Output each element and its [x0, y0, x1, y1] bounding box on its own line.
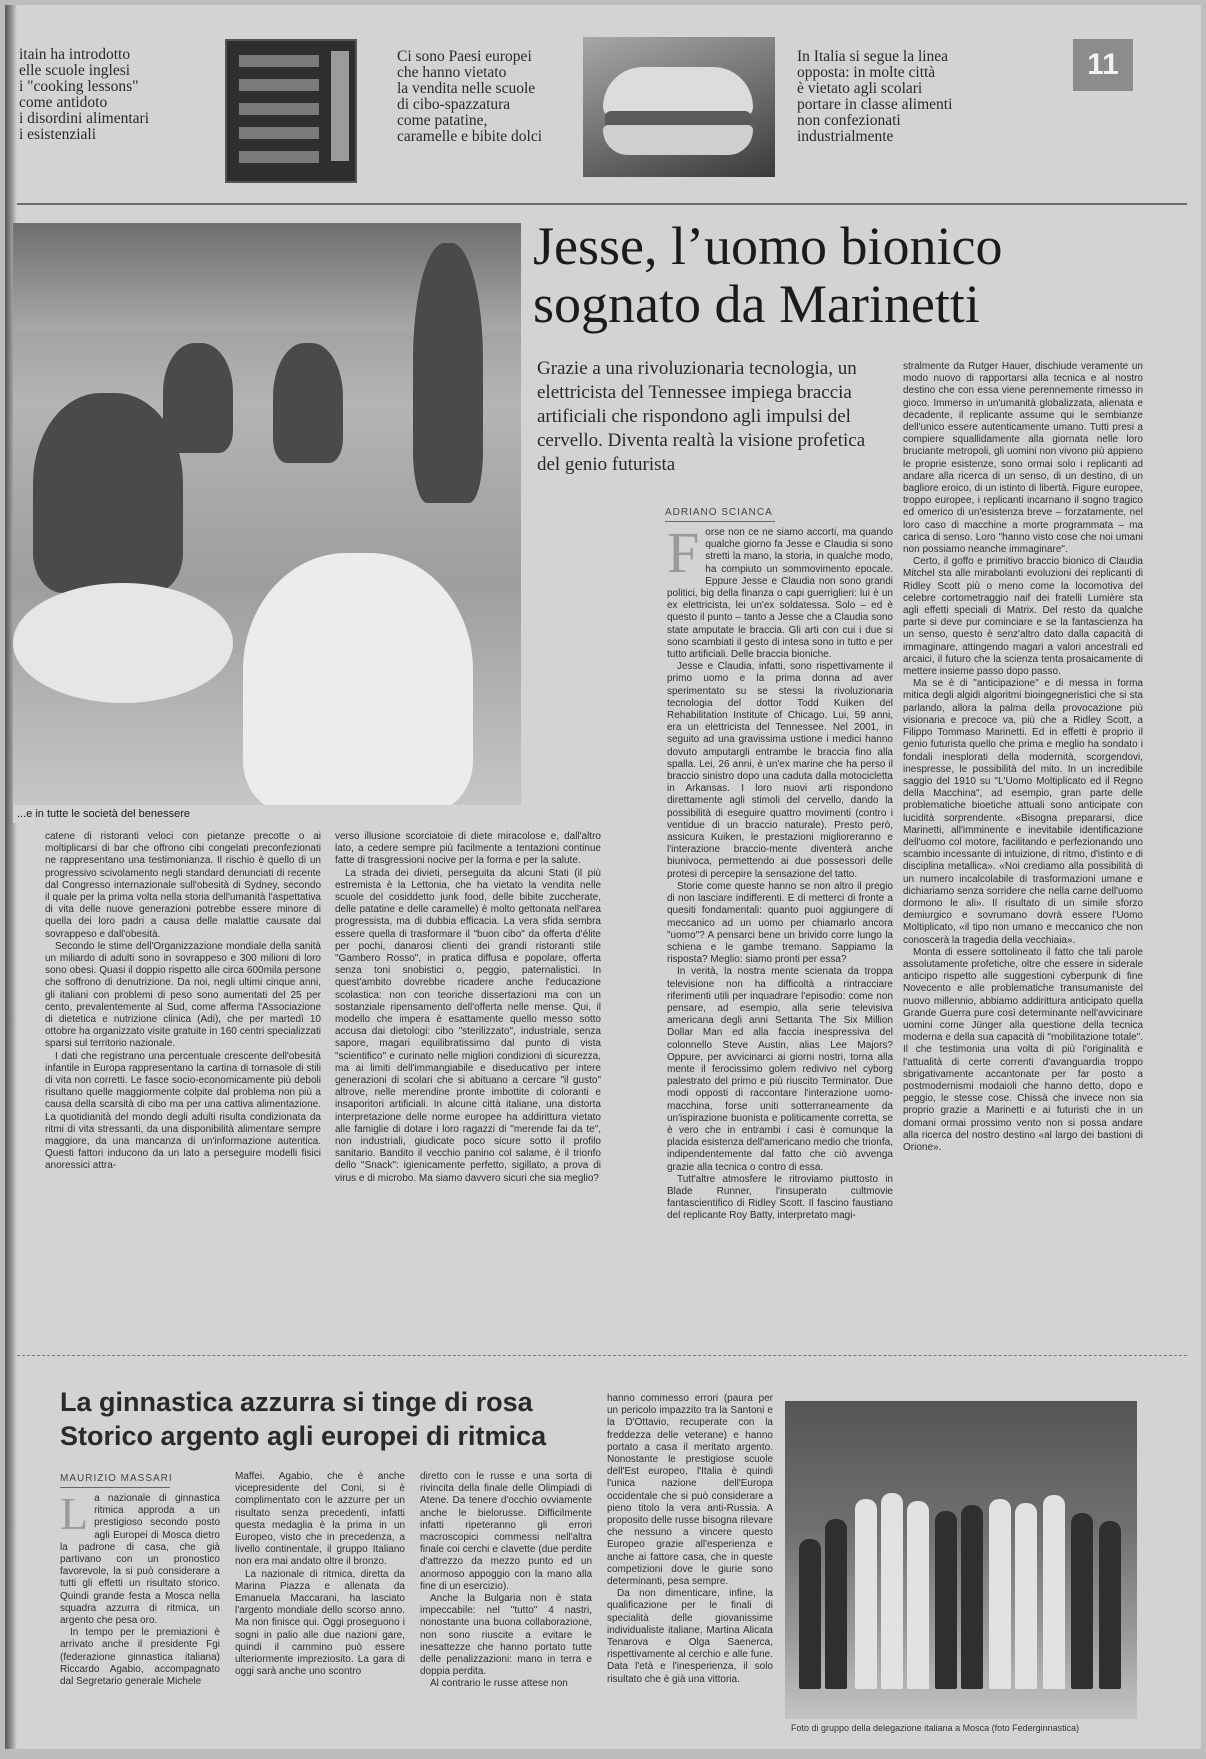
article-paragraph: Storie come queste hanno se non altro il pregio di non lasciare indifferenti. E di metterci di fronte a quesiti fondamentali: quanto puoi aggiungere di meccanico ad un uomo per chiamarlo ancora "uomo"? A pensarci bene un brivido corre lungo la schiena e le gambe tremano. Sappiamo la risposta? Meglio: siamo pronti per essa? — [667, 880, 893, 966]
article-paragraph: In verità, la nostra mente scienata da troppa televisione non ha difficoltà a rintracciare riferimenti utili per inquadrare l'episodio: come non pensare, ad esempio, alla serie televisiva americana degli anni Settanta The Six Million Dollar Man ed alla faccia inespressiva del colonnello Steve Austin, alias Lee Majors? Oppure, per avvicinarci ai giorni nostri, torna alla mente il ferocissimo golem redivivo nel cyborg palestrato del primo e più riuscito Terminator. Due modi opposti di raccontare l'interazione uomo-macchina, forse uniti sotterraneamente da un'ispirazione buonista e politicamente corretta, se è vero che in entrambi i casi è comunque la placida esistenza dell'americano medio che trionfa, indipendentemente dal fatto che ciò avvenga grazie alla tecnica o contro di essa. — [667, 966, 893, 1173]
bottom-headline — [60, 1385, 620, 1453]
article-paragraph: diretto con le russe e una sorta di rivincita della finale delle Olimpiadi di Atene. Da tenere d'occhio ovviamente anche le bielorusse. Difficilmente infatti ripeteranno gli errori macroscopici commessi nell'altra finale coi cerchi e clavette (due perdite d'attrezzo da mezzo punto ed un anormoso appoggio con la mano alla fine di un esercizio). — [420, 1471, 592, 1592]
teaser-cooking-lessons: itain ha introdotto elle scuole inglesi i "cooking lessons" come antidoto i disordini alimentari i esistenziali — [19, 46, 150, 143]
sandwich-bread-top — [603, 67, 753, 117]
article-paragraph: verso illusione scorciatoie di diete miracolose e, dall'altro lato, a cedere sempre più facilmente a tentazioni continue fatte di trasgressioni nocive per la forma e per la salute. — [335, 831, 601, 867]
bottom-column-3 — [420, 1471, 592, 1743]
bottom-column-2 — [235, 1471, 405, 1743]
top-divider — [17, 203, 1187, 205]
article-paragraph: Certo, il goffo e primitivo braccio bionico di Claudia Mitchel sta alle mirabolanti evoluzioni dei replicanti di Ridley Scott più o meno come la locomotiva del celebre cortometraggio naif dei fratelli Lumière sta agli effetti speciali di Matrix. Del resto da qualche parte si deve pur cominciare e se la fantascienza ha un senso, questo è senz'altro dato dalla capacità di immaginare, attingendo magari a valori ancestrali ed arcaici, il futuro che la scienza tenta prosaicamente di mettere insieme passo dopo passo. — [903, 556, 1143, 678]
photo-figure — [961, 1505, 983, 1689]
sandwich-photo — [583, 37, 775, 177]
top-strip — [5, 5, 1201, 195]
main-headline: Jesse, l’uomo bionico sognato da Marinetti — [533, 216, 1003, 334]
vending-slot — [239, 127, 319, 139]
vending-slot — [239, 79, 319, 91]
main-byline: ADRIANO SCIANCA — [665, 507, 773, 518]
bottom-divider — [17, 1355, 1187, 1357]
photo-waitress — [413, 243, 483, 503]
photo-figure — [881, 1493, 903, 1689]
article-paragraph: Monta di essere sottolineato il fatto che tali parole assolutamente profetiche, oltre che essere in siderale anticipo rispetto alle suggestioni cyberpunk di fine Novecento e alle problematiche transumaniste del nuovo millennio, abbiamo addirittura anticipato quella Grande Guerra pure così determinante nell'avvicinare uomini come Jünger alla questione della tecnica moderna e della sua capacità di "mobilitazione totale". Il che testimonia una volta di più l'originalità e l'attualità di certe correnti d'avanguardia troppo sbrigativamente accantonate per far posto a postmodernismi modaioli che hanno detto, dopo e peggio, le stesse cose. Chissà che invece non sia proprio grazie a Marinetti e ai futuristi che in un domani ormai prossimo vento non si possa andare alla ricerca del nostro destino «al largo dei bastioni di Orione». — [903, 946, 1143, 1153]
article-paragraph: La nazionale di ritmica, diretta da Marina Piazza e allenata da Emanuela Maccarani, ha lasciato l'argento mondiale dello scorso anno. Ma non finisce qui. Oggi proseguono i sogni in palio alle due nazioni gare, quindi il cammino può essere ulteriormente impreziosito. La gara di oggi sarà anche uno scontro — [235, 1568, 405, 1678]
restaurant-photo — [13, 223, 521, 823]
drop-cap: L — [60, 1493, 89, 1539]
photo-figure — [1099, 1521, 1121, 1689]
article-paragraph: Da non dimenticare, infine, la qualificazione per le finali di specialità delle giovanissime individualiste italiane, Martina Alicata Tenarova e Olga Saenerca, rispettivamente al cerchio e alle fune. Data l'età e l'inesperienza, il solo risultato che è già una vittoria. — [607, 1588, 773, 1685]
photo-figure — [1043, 1495, 1065, 1689]
gymnastics-photo-caption: Foto di gruppo della delegazione italiana a Mosca (foto Federginnastica) — [791, 1723, 1080, 1733]
photo-table — [13, 583, 233, 703]
article-paragraph: Forse non ce ne siamo accorti, ma quando qualche giorno fa Jesse e Claudia si sono stretti la mano, la storia, in qualche modo, ha compiuto un sommovimento epocale. Eppure Jesse e Claudia non sono grandi politici, big della finanza o capi guerriglieri: lui è un ex elettricista, lei un'ex soldatessa. Solo – ed è questo il punto – tanto a Jesse che a Claudia sono state amputate le braccia. Gli arti con cui i due si sono scambiati il gesto di intesa sono in tutto e per tutto artificiali. Delle braccia bioniche. — [667, 527, 893, 661]
article-paragraph: La strada dei divieti, perseguita da alcuni Stati (il più estremista è la Lettonia, che ha vietato la vendita nelle scuole del cosiddetto junk food, delle bibite zuccherate, delle patatine e delle caramelle) è molto gettonata nell'area progressista, ma di dubbia efficacia. La vera sfida sembra essere quella di trasformare il "buon cibo" da offerta d'élite per pochi, danarosi clienti dei grandi ristoranti stile "Gambero Rosso", in pratica diffusa e popolare, offerta senza toni snobistici o, peggio, paternalistici. In quest'ambito dovrebbe ricadere anche l'educazione scolastica: non con teoriche dissertazioni ma con un sostanziale ripensamento dell'offerta nelle mense. Qui, il modello che impera è esattamente quello messo sotto accusa dai dietologi: cibo "sterilizzato", industriale, senza sapore, magari equilibratissimo dal punto di vista "scientifico" e curinato nelle migliori condizioni di sicurezza, ma ai limiti dell'immangiabile e diseducativo per intere generazioni di scolari che si abituano a cercare "il gusto" altrove, nelle merendine pronte imbottite di coloranti e insaporitori artificiali. In alcune città italiane, una distorta interpretazione delle norme europee ha addirittura vietato alle famiglie di dotare i loro ragazzi di "merende fai da te", non industriali, giudicate poco sicure sotto il profilo sanitario. Bandito il vecchio panino col salame, è il trionfo dello "Snack": igienicamente perfetto, sigillato, a prova di virus e di microbo. Ma siamo davvero sicuri che sia meglio? — [335, 867, 601, 1184]
article-paragraph: Anche la Bulgaria non è stata impeccabile: nel "tutto" 4 nastri, nonostante una buona collaborazione, non sono riuscite a evitare le inesattezze che hanno portato tutte delle penalizzazioni: mano in terra e doppia perdita. — [420, 1593, 592, 1678]
photo-diner — [273, 343, 343, 463]
teaser-junk-food-ban: Ci sono Paesi europei che hanno vietato la vendita nelle scuole di cibo-spazzatura come patatine, caramelle e bibite dolci — [397, 48, 543, 145]
bottom-headline-line1: La ginnastica azzurra si tinge di rosa — [60, 1387, 533, 1417]
article-paragraph: catene di ristoranti veloci con pietanze precotte o ai moltiplicarsi di bar che offrono cibi congelati preconfezionati ne rappresentano una testimonianza. Il rischio è quello di un progressivo scivolamento negli standard denunciati di recente dal Congresso internazionale sull'obesità di Sydney, secondo il quale per la prima volta nella storia dell'umanità l'aspettativa di vita delle nuove generazioni potrebbe essere minore di quella dei loro padri a causa delle malattie causate dal sovrappeso e dall'obesità. — [45, 831, 321, 940]
photo-figure — [825, 1519, 847, 1689]
bottom-headline-line2: Storico argento agli europei di ritmica — [60, 1421, 547, 1451]
article-paragraph: Ma se è di "anticipazione" e di messa in forma mitica degli algidi algoritmi bioingegneristici che si sta parlando, allora la palma della provocazione più visionaria e precoce va, più che a Ridley Scott, a Filippo Tommaso Marinetti. Ed in effetti è proprio il genio futurista quello che prima e meglio ha sondato i fondali inesplorati della modernità, scorgendovi, inespresse, le possibilità del mito. In un incredibile saggio del 1910 su "L'Uomo Moltiplicato ed il Regno della Macchina", ad esempio, gran parte delle problematiche bioetiche attuali sono anticipate con lucidità sorprendente. «Bisogna prepararsi, dice Marinetti, all'imminente e inevitabile identificazione dell'uomo col motore, facilitando e perfezionando uno scambio incessante di intuizione, di ritmo, d'istinto e di disciplina metallica». «Noi crediamo alla possibilità di un numero incalcolabile di trasformazioni umane e dichiariamo senza sorridere che nella carne dell'uomo dormono le ali». Il risultato di un simile sforzo demiurgico e sovrumano dovrà essere l'Uomo Moltiplicato, «il tipo non umano e meccanico che non conoscerà la tragedia della vecchiaia». — [903, 678, 1143, 946]
sandwich-bread-bottom — [603, 125, 753, 155]
drop-cap: F — [667, 527, 700, 585]
article-paragraph: I dati che registrano una percentuale crescente dell'obesità infantile in Europa rappresentano la cartina di tornasole di stili di vita non corretti. Le fasce socio-economicamente più deboli risultano quelle maggiormente colpite dal problema non più a causa della scarsità di cibo ma per una cattiva alimentazione. La quotidianità del mondo degli adulti risulta condizionata da ritmi di vita stressanti, da una disponibilità alimentare sempre maggiore, da una mancanza di un'informazione autentica. Questi fattori inducono da un lato a perseguire modelli fisici anoressici attra- — [45, 1050, 321, 1172]
photo-woman-white-shirt — [243, 553, 473, 813]
photo-figure — [855, 1499, 877, 1689]
photo-figure — [1015, 1503, 1037, 1689]
gymnastics-team-photo — [785, 1401, 1137, 1719]
article-paragraph: Al contrario le russe attese non — [430, 1678, 568, 1690]
photo-man-seated — [33, 393, 183, 593]
article-column-3 — [45, 831, 321, 1336]
photo-figure — [989, 1499, 1011, 1689]
vending-panel — [331, 51, 349, 161]
photo-figure — [935, 1511, 957, 1689]
vending-slot — [239, 151, 319, 163]
article-paragraph: Jesse e Claudia, infatti, sono rispettivamente il primo uomo e la prima donna ad aver sperimentato su se stessi la rivoluzionaria tecnologia del dottor Todd Kuiken del Rehabilitation Institute of Chicago. Lui, 59 anni, era un elettricista del Tennessee. Nel 2001, in seguito ad una gravissima ustione i medici hanno dovuto amputargli entrambe le braccia fino alla spalla. Lei, 26 anni, è un'ex marine che ha perso il braccio sinistro dopo una caduta dalla motocicletta in Arkansas. I loro nuovi arti rispondono direttamente agli stimoli del cervello, dando la possibilità di eseguire quattro movimenti (contro i ventidue di un braccio naturale). Presto però, assicura Kuiken, le prestazioni miglioreranno e l'interazione braccio-mente diventerà anche biunivoca, permettendo ai due possessori delle protesi di percepire la sensazione del tatto. — [667, 661, 893, 880]
article-column-2 — [903, 361, 1143, 1361]
newspaper-page — [5, 5, 1201, 1749]
page-number: 11 — [1073, 39, 1133, 91]
article-column-4 — [335, 831, 601, 1336]
photo-figure — [907, 1501, 929, 1689]
bottom-byline: MAURIZIO MASSARI — [60, 1473, 173, 1484]
article-paragraph: stralmente da Rutger Hauer, dischiude veramente un modo nuovo di rapportarsi alla tecnica e al nostro destino che con essa viene perennemente rimesso in gioco. Immerso in un'umanità globalizzata, alienata e decadente, il replicante assume qui le sembianze dell'unico essere autenticamente umano. Tutti presi a compiere squallidamente alla giornata nelle loro bruciante metropoli, gli uomini non vivono più appieno le proprie esistenze, sono ormai solo i replicanti ad andare alla ricerca di un senso, di un destino, di un bagliore eroico, di un istinto di libertà. Figure europee, troppo europee, i replicanti incarnano il sogno tragico ed omerico di un'esistenza breve – forzatamente, nel loro caso di macchine a morte programmata – ma carica di senso. Loro "hanno visto cose che noi umani non possiamo neanche immaginare". — [903, 361, 1143, 556]
bottom-column-4 — [607, 1393, 773, 1743]
photo-figure — [799, 1539, 821, 1689]
photo-diner — [163, 343, 233, 453]
photo-figure — [1071, 1513, 1093, 1689]
photo-caption: ...e in tutte le società del benessere — [13, 805, 521, 823]
byline-rule — [665, 521, 775, 522]
vending-machine-photo — [225, 39, 357, 183]
article-paragraph: La nazionale di ginnastica ritmica approda a un prestigioso secondo posto agli Europei di Mosca dietro la padrone di casa, che già partivano con un pronostico favorevole, la si può considerare a tutti gli effetti un risultato storico. Quindi grande festa a Mosca nella squadra azzurra di ritmica, un argento che pesa oro. — [60, 1493, 220, 1627]
vending-slot — [239, 103, 319, 115]
article-paragraph: Secondo le stime dell'Organizzazione mondiale della sanità un miliardo di adulti sono in sovrappeso e 300 milioni di loro sono obesi. Quasi il doppio rispetto alle circa 600mila persone che soffrono di denutrizione. Da noi, negli ultimi cinque anni, gli italiani con problemi di peso sono aumentati del 25 per cento, prevalentemente al Sud, come afferma l'Associazione di dietetica e nutrizione clinica (Adi), che per martedì 10 ottobre ha organizzato visite gratuite in 160 centri specializzati sparsi sul territorio nazionale. — [45, 940, 321, 1050]
vending-slot — [239, 55, 319, 67]
article-paragraph: Tutt'altre atmosfere le ritroviamo piuttosto in Blade Runner, l'insuperato cultmovie fantascientifico di Ridley Scott. Il fascino faustiano del replicante Roy Batty, interpretato magi- — [667, 1173, 893, 1222]
main-subhead: Grazie a una rivoluzionaria tecnologia, un elettricista del Tennessee impiega braccia artificiali che rispondono agli impulsi del cervello. Diventa realtà la visione profetica del genio futurista — [537, 358, 866, 475]
article-paragraph: In tempo per le premiazioni è arrivato anche il presidente Fgi (federazione ginnastica italiana) Riccardo Agabio, accompagnato dal Segretario generale Michele — [60, 1627, 220, 1688]
teaser-italy-policy: In Italia si segue la linea opposta: in molte città è vietato agli scolari portare in classe alimenti non confezionati industrialmente — [797, 48, 953, 145]
article-paragraph: hanno commesso errori (paura per un pericolo impazzito tra la Santoni e la D'Ottavio, recuperate con la freddezza delle veterane) e hanno portato a casa il meritato argento. Nonostante le prestigiose scuole dell'Est europeo, l'Italia è quindi l'unica nazione dell'Europa occidentale che si può considerare a pieno titolo la vera anti-Russia. A proposito delle russe bisogna rilevare che nessuno a vincere questo Europeo grazie all'esperienza e anche ai fattore casa, che in queste competizioni dove le giurie sono determinanti, pesa sempre. — [607, 1393, 773, 1588]
article-paragraph: Maffei. Agabio, che è anche vicepresidente del Coni, si è complimentato con le azzurre per un risultato senza precedenti, infatti questa medaglia è la prima in un Europeo, visto che in precedenza, a livello continentale, il gruppo Italiano non era mai andato oltre il bronzo. — [235, 1471, 405, 1568]
bottom-byline-rule — [60, 1487, 170, 1488]
bottom-column-1 — [60, 1493, 220, 1743]
